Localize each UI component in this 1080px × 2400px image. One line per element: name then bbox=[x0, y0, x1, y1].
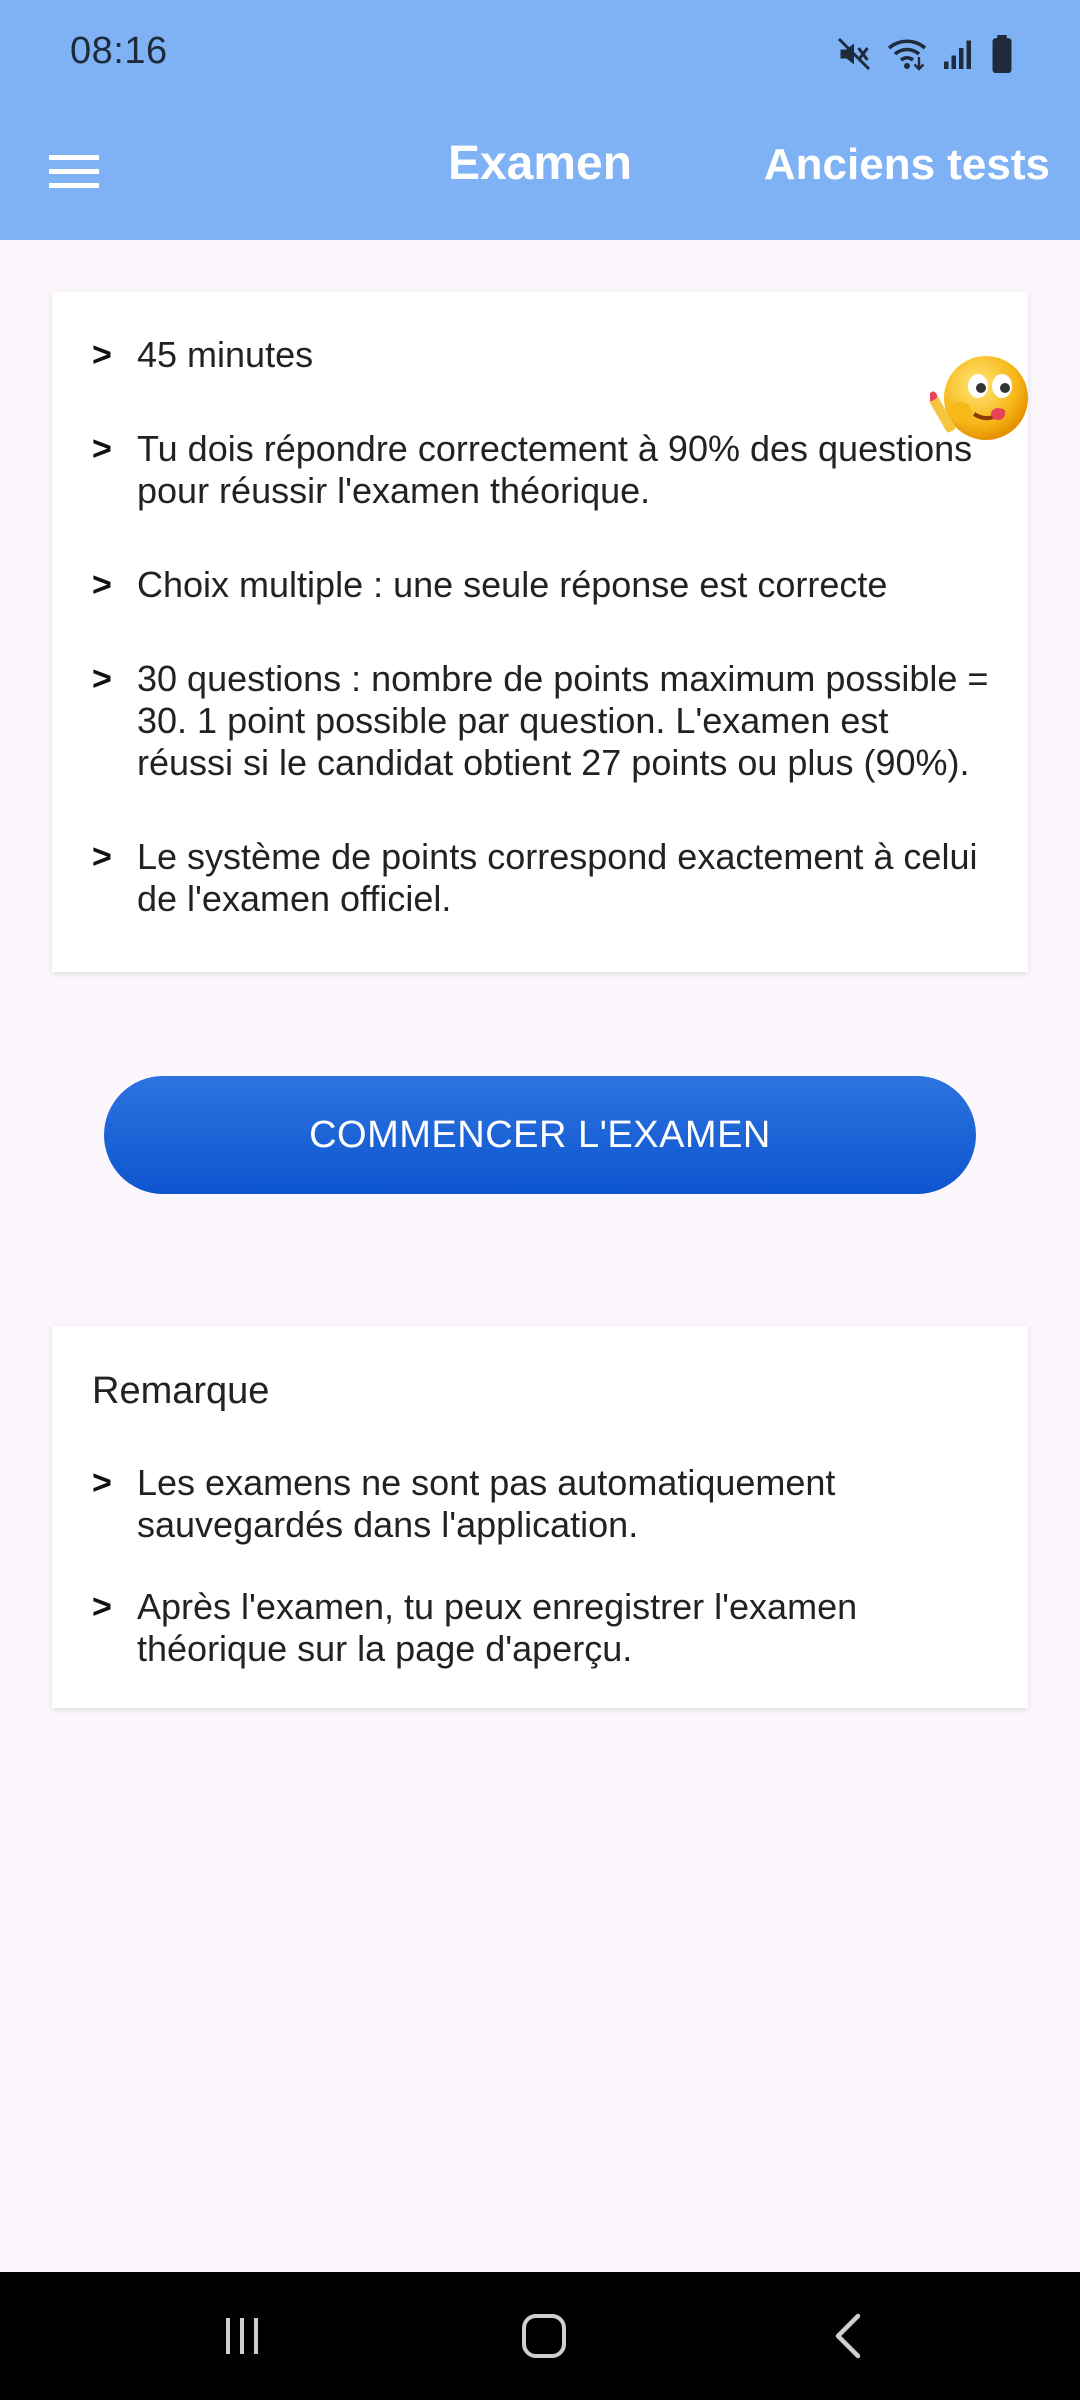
rule-text: Le système de points correspond exactement à celui de l'examen officiel. bbox=[137, 836, 978, 919]
system-nav-bar bbox=[0, 2272, 1080, 2400]
rule-item bbox=[92, 334, 992, 376]
status-time: 08:16 bbox=[70, 30, 168, 72]
recent-apps-icon[interactable] bbox=[202, 2296, 282, 2376]
rule-item bbox=[92, 836, 992, 920]
note-item bbox=[92, 1462, 992, 1546]
note-text: Les examens ne sont pas automatiquement sauvegardés dans l'application. bbox=[137, 1462, 836, 1545]
rule-item bbox=[92, 564, 992, 606]
start-exam-button[interactable]: COMMENCER L'EXAMEN bbox=[104, 1076, 976, 1194]
rule-text: Tu dois répondre correctement à 90% des questions pour réussir l'examen théorique. bbox=[137, 428, 973, 511]
battery-icon bbox=[990, 35, 1014, 73]
note-item bbox=[92, 1586, 992, 1670]
bullet-chevron-icon: > bbox=[92, 1464, 112, 1502]
app-bar bbox=[0, 106, 1080, 240]
note-text: Après l'examen, tu peux enregistrer l'examen théorique sur la page d'aperçu. bbox=[137, 1586, 858, 1669]
header bbox=[0, 0, 1080, 240]
rule-text: 30 questions : nombre de points maximum possible = 30. 1 point possible par question. L'examen est réussi si le candidat obtient 27 points ou plus (90%). bbox=[137, 658, 989, 783]
status-bar bbox=[0, 0, 1080, 106]
bullet-chevron-icon: > bbox=[92, 336, 112, 374]
mute-icon bbox=[836, 36, 872, 72]
exam-rules-card bbox=[52, 292, 1028, 972]
rule-text: Choix multiple : une seule réponse est correcte bbox=[137, 564, 888, 605]
bullet-chevron-icon: > bbox=[92, 1588, 112, 1626]
old-tests-button[interactable]: Anciens tests bbox=[763, 140, 1050, 189]
bullet-chevron-icon: > bbox=[92, 430, 112, 468]
notes-title: Remarque bbox=[92, 1370, 270, 1412]
bullet-chevron-icon: > bbox=[92, 838, 112, 876]
wifi-icon bbox=[886, 36, 928, 72]
page-title: Examen bbox=[447, 137, 633, 190]
status-icons bbox=[836, 34, 1014, 74]
notes-card bbox=[52, 1326, 1028, 1708]
rule-text: 45 minutes bbox=[137, 334, 314, 375]
bullet-chevron-icon: > bbox=[92, 566, 112, 604]
home-icon[interactable] bbox=[504, 2296, 584, 2376]
rule-item bbox=[92, 428, 992, 512]
bullet-chevron-icon: > bbox=[92, 660, 112, 698]
signal-icon bbox=[942, 36, 976, 72]
back-icon[interactable] bbox=[808, 2296, 888, 2376]
rule-item bbox=[92, 658, 992, 784]
